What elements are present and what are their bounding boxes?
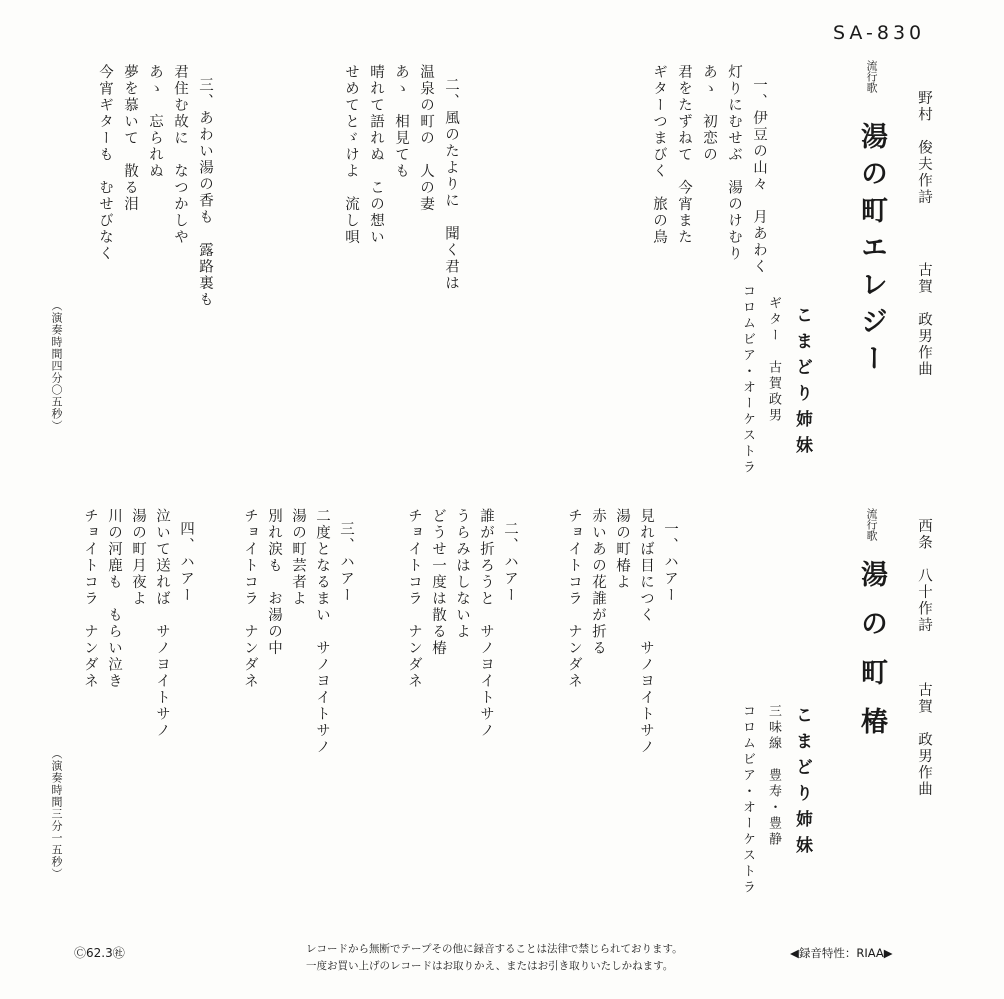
song1-verse-1: 一、伊豆の山々 月あわく 灯りにむせぶ 湯のけむり あゝ 初恋の 君をたずねて 今宵また ギターつまびく 旅の鳥	[651, 64, 767, 276]
song2-artist: こまどり姉妹	[792, 706, 812, 862]
catalog-number: SA-830	[833, 22, 926, 44]
copyright-mark: Ⓒ62.3㊓	[74, 946, 125, 960]
song2-title: 湯の町椿	[856, 560, 887, 756]
song1-title: 湯の町エレジー	[856, 122, 887, 381]
song1-lyricist: 野村 俊夫作詩	[916, 90, 932, 206]
song1-duration: （演奏時間四分〇五秒）	[50, 300, 63, 432]
song1-composer: 古賀 政男作曲	[916, 262, 932, 378]
song2-genre: 流行歌	[865, 508, 878, 541]
song1-guitar: ギター 古賀政男	[766, 296, 781, 424]
song2-lyricist: 西条 八十作詩	[916, 518, 932, 634]
song2-verse-2: 二、ハアー 誰が折ろうと サノヨイトサノ うらみはしないよ どうせ一度は散る椿 チョイトコラ ナンダネ	[406, 508, 518, 739]
song2-verse-1: 一、ハアー 見れば目につく サノヨイトサノ 湯の町椿よ 赤いあの花誰が折る チョイトコラ ナンダネ	[566, 508, 678, 756]
song2-orchestra: コロムビア・オーケストラ	[740, 704, 755, 896]
copy-warning-line-1: レコードから無断でテープその他に録音することは法律で禁じられております。	[306, 943, 683, 955]
song2-verse-4: 四、ハアー 泣いて送れば サノヨイトサノ 湯の町月夜よ 川の河鹿も もらい泣き チョイトコラ ナンダネ	[82, 508, 194, 739]
song1-genre: 流行歌	[865, 60, 878, 93]
song1-verse-2: 二、風のたよりに 聞く君は 温泉の町の 人の妻 あゝ 相見ても 晴れて語れぬ この想い せめてとゞけよ 流し唄	[343, 64, 459, 292]
song2-shamisen: 三味線 豊寿・豊静	[766, 704, 781, 848]
copy-warning-line-2: 一度お買い上げのレコードはお取りかえ、またはお引き取りいたしかねます。	[306, 960, 674, 972]
song1-verse-3: 三、あわい湯の香も 露路裏も 君住む故に なつかしや あゝ 忘られぬ 夢を慕いて 散る泪 今宵ギターも むせびなく	[97, 64, 213, 309]
song2-verse-3: 三、ハアー 二度となるまい サノヨイトサノ 湯の町芸者よ 別れ涙も お湯の中 チョイトコラ ナンダネ	[242, 508, 354, 756]
song1-artist: こまどり姉妹	[792, 306, 812, 462]
recording-characteristic: ◀録音特性：RIAA▶	[790, 946, 893, 960]
song2-duration: （演奏時間三分一五秒）	[50, 748, 63, 880]
song2-composer: 古賀 政男作曲	[916, 682, 932, 798]
song1-orchestra: コロムビア・オーケストラ	[740, 284, 755, 476]
